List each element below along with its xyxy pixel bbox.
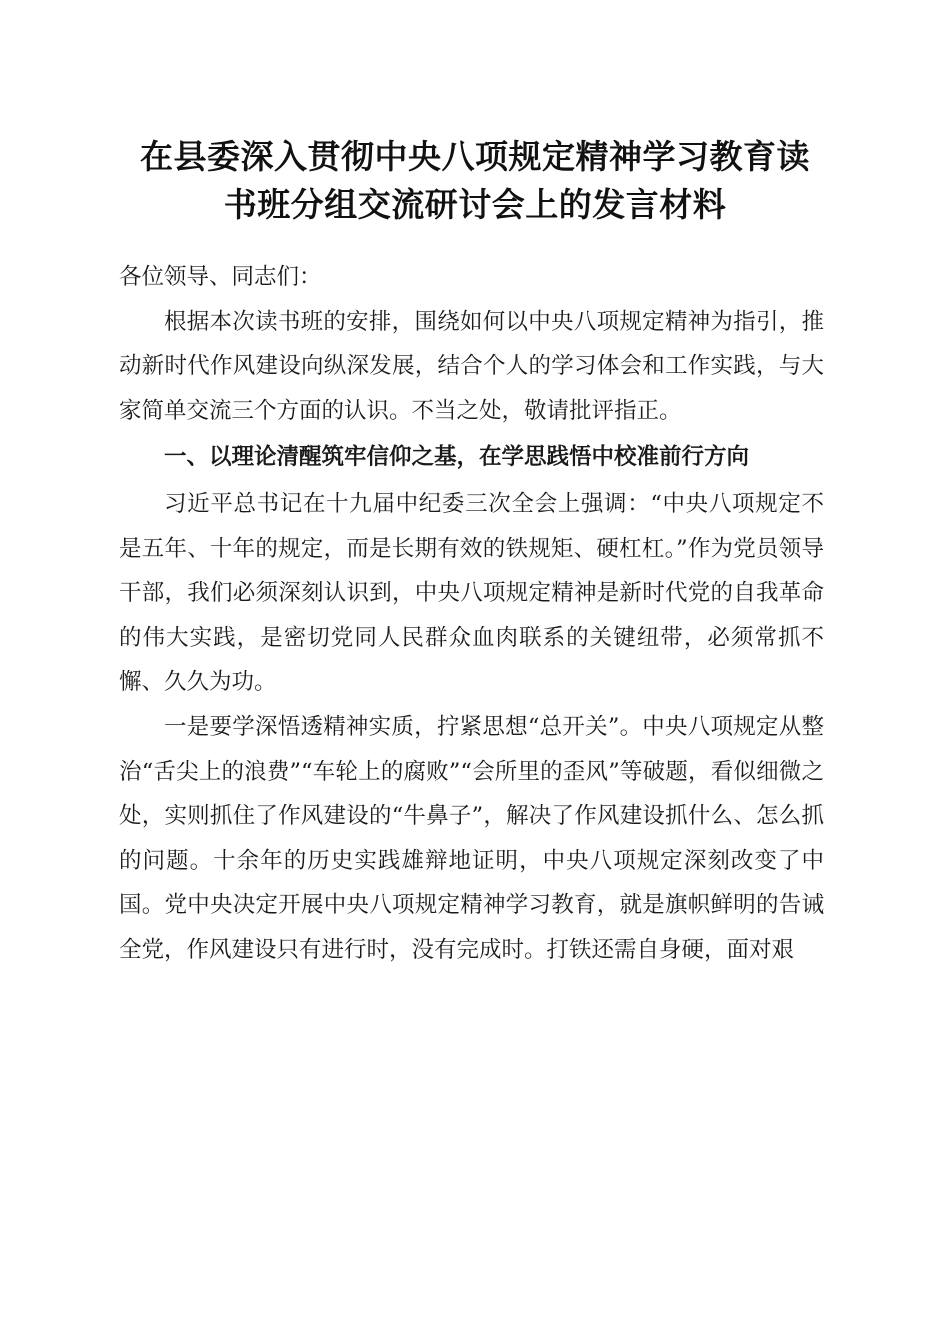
- section-1-paragraph-1: 习近平总书记在十九届中纪委三次全会上强调：“中央八项规定不是五年、十年的规定，而是长期有效的铁规矩、硬杠杠。”作为党员领导干部，我们必须深刻认识到，中央八项规定精神是新时代党的自我革命的伟大实践，是密切党同人民群众血肉联系的关键纽带，必须常抓不懈、久久为功。: [119, 490, 824, 696]
- title-line-1: 在县委深入贯彻中央八项规定精神学习教育读: [140, 137, 810, 176]
- salutation: 各位领导、同志们：: [119, 264, 322, 290]
- document-title: [100, 133, 850, 229]
- section-1-heading: 一、以理论清醒筑牢信仰之基，在学思践悟中校准前行方向: [164, 444, 750, 471]
- document-body: [119, 255, 824, 973]
- title-line-2: 书班分组交流研讨会上的发言材料: [223, 185, 727, 224]
- section-1-paragraph-2: 一是要学深悟透精神实质，拧紧思想“总开关”。中央八项规定从整治“舌尖上的浪费”“车轮上的腐败”“会所里的歪风”等破题，看似细微之处，实则抓住了作风建设的“牛鼻子”，解决了作风建设抓什么、怎么抓的问题。十余年的历史实践雄辩地证明，中央八项规定深刻改变了中国。党中央决定开展中央八项规定精神学习教育，就是旗帜鲜明的告诫全党，作风建设只有进行时，没有完成时。打铁还需自身硬，面对艰: [119, 713, 824, 963]
- intro-paragraph: 根据本次读书班的安排，围绕如何以中央八项规定精神为指引，推动新时代作风建设向纵深发展，结合个人的学习体会和工作实践，与大家简单交流三个方面的认识。不当之处，敬请批评指正。: [119, 308, 824, 424]
